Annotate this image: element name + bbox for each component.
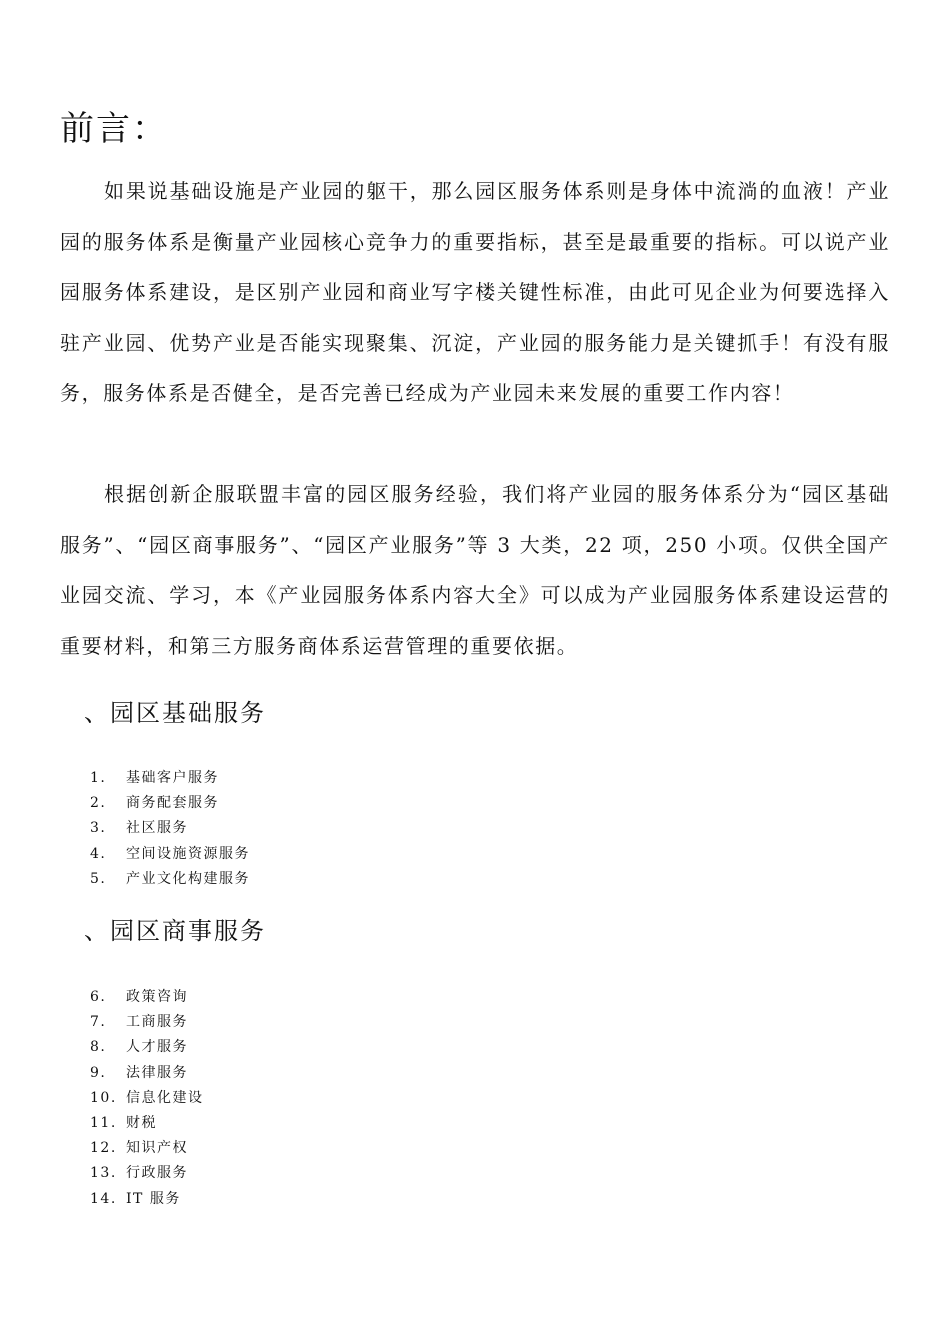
list-item bbox=[90, 1187, 204, 1212]
list-item-number: 1. bbox=[90, 770, 107, 786]
list-item-label: 工商服务 bbox=[126, 1014, 188, 1031]
list-item-label: 信息化建设 bbox=[126, 1089, 204, 1106]
list-item-label: 商务配套服务 bbox=[126, 795, 219, 812]
list-item-number: 9. bbox=[90, 1064, 107, 1081]
list-item-number: 3. bbox=[90, 820, 107, 837]
section-heading-basic-services: 、园区基础服务 bbox=[84, 699, 266, 727]
list-item bbox=[90, 816, 250, 841]
list-item bbox=[90, 1086, 204, 1111]
list-item bbox=[90, 1035, 204, 1060]
list-item-label: IT 服务 bbox=[126, 1190, 181, 1207]
list-item bbox=[90, 842, 250, 867]
list-item-number: 11. bbox=[90, 1114, 117, 1131]
list-item-number: 5. bbox=[90, 870, 107, 887]
list-item-label: 知识产权 bbox=[126, 1140, 188, 1157]
list-item-label: 财税 bbox=[126, 1114, 157, 1131]
basic-services-list bbox=[90, 766, 250, 892]
list-item-label: 空间设施资源服务 bbox=[126, 845, 250, 862]
list-item-label: 法律服务 bbox=[126, 1064, 188, 1081]
list-item-number: 4. bbox=[90, 845, 107, 862]
list-item bbox=[90, 791, 250, 816]
list-item-label: 人才服务 bbox=[126, 1039, 188, 1056]
list-item bbox=[90, 985, 204, 1010]
list-item-label: 社区服务 bbox=[126, 820, 188, 837]
list-item bbox=[90, 1136, 204, 1161]
list-item bbox=[90, 867, 250, 892]
list-item-label: 产业文化构建服务 bbox=[126, 870, 250, 887]
list-item-number: 14. bbox=[90, 1190, 117, 1207]
list-item-number: 6. bbox=[90, 989, 107, 1005]
list-item-number: 2. bbox=[90, 795, 107, 812]
list-item-number: 8. bbox=[90, 1039, 107, 1056]
list-item-number: 12. bbox=[90, 1140, 117, 1157]
list-item-label: 政策咨询 bbox=[126, 989, 188, 1005]
list-item-label: 行政服务 bbox=[126, 1165, 188, 1182]
list-item bbox=[90, 766, 250, 791]
list-item bbox=[90, 1010, 204, 1035]
list-item-label: 基础客户服务 bbox=[126, 770, 219, 786]
business-services-list bbox=[90, 985, 204, 1212]
list-item bbox=[90, 1161, 204, 1186]
page-title: 前言： bbox=[60, 109, 168, 149]
list-item bbox=[90, 1111, 204, 1136]
list-item-number: 10. bbox=[90, 1089, 117, 1106]
section-heading-business-services: 、园区商事服务 bbox=[84, 917, 266, 945]
intro-paragraph-2: 根据创新企服联盟丰富的园区服务经验，我们将产业园的服务体系分为“园区基础服务”、“园区商事服务”、“园区产业服务”等 3 大类，22 项，250 小项。仅供全国产业园交流、学习，本《产业园服务体系内容大全》可以成为产业园服务体系建设运营的重要材料，和第三方服务商体系运营管理的重要依据。 bbox=[60, 482, 890, 658]
list-item-number: 13. bbox=[90, 1165, 117, 1182]
intro-paragraph-1: 如果说基础设施是产业园的躯干，那么园区服务体系则是身体中流淌的血液！产业园的服务体系是衡量产业园核心竞争力的重要指标，甚至是最重要的指标。可以说产业园服务体系建设，是区别产业园和商业写字楼关键性标准，由此可见企业为何要选择入驻产业园、优势产业是否能实现聚集、沉淀，产业园的服务能力是关键抓手！有没有服务，服务体系是否健全，是否完善已经成为产业园未来发展的重要工作内容！ bbox=[60, 179, 890, 405]
list-item-number: 7. bbox=[90, 1014, 107, 1031]
list-item bbox=[90, 1061, 204, 1086]
